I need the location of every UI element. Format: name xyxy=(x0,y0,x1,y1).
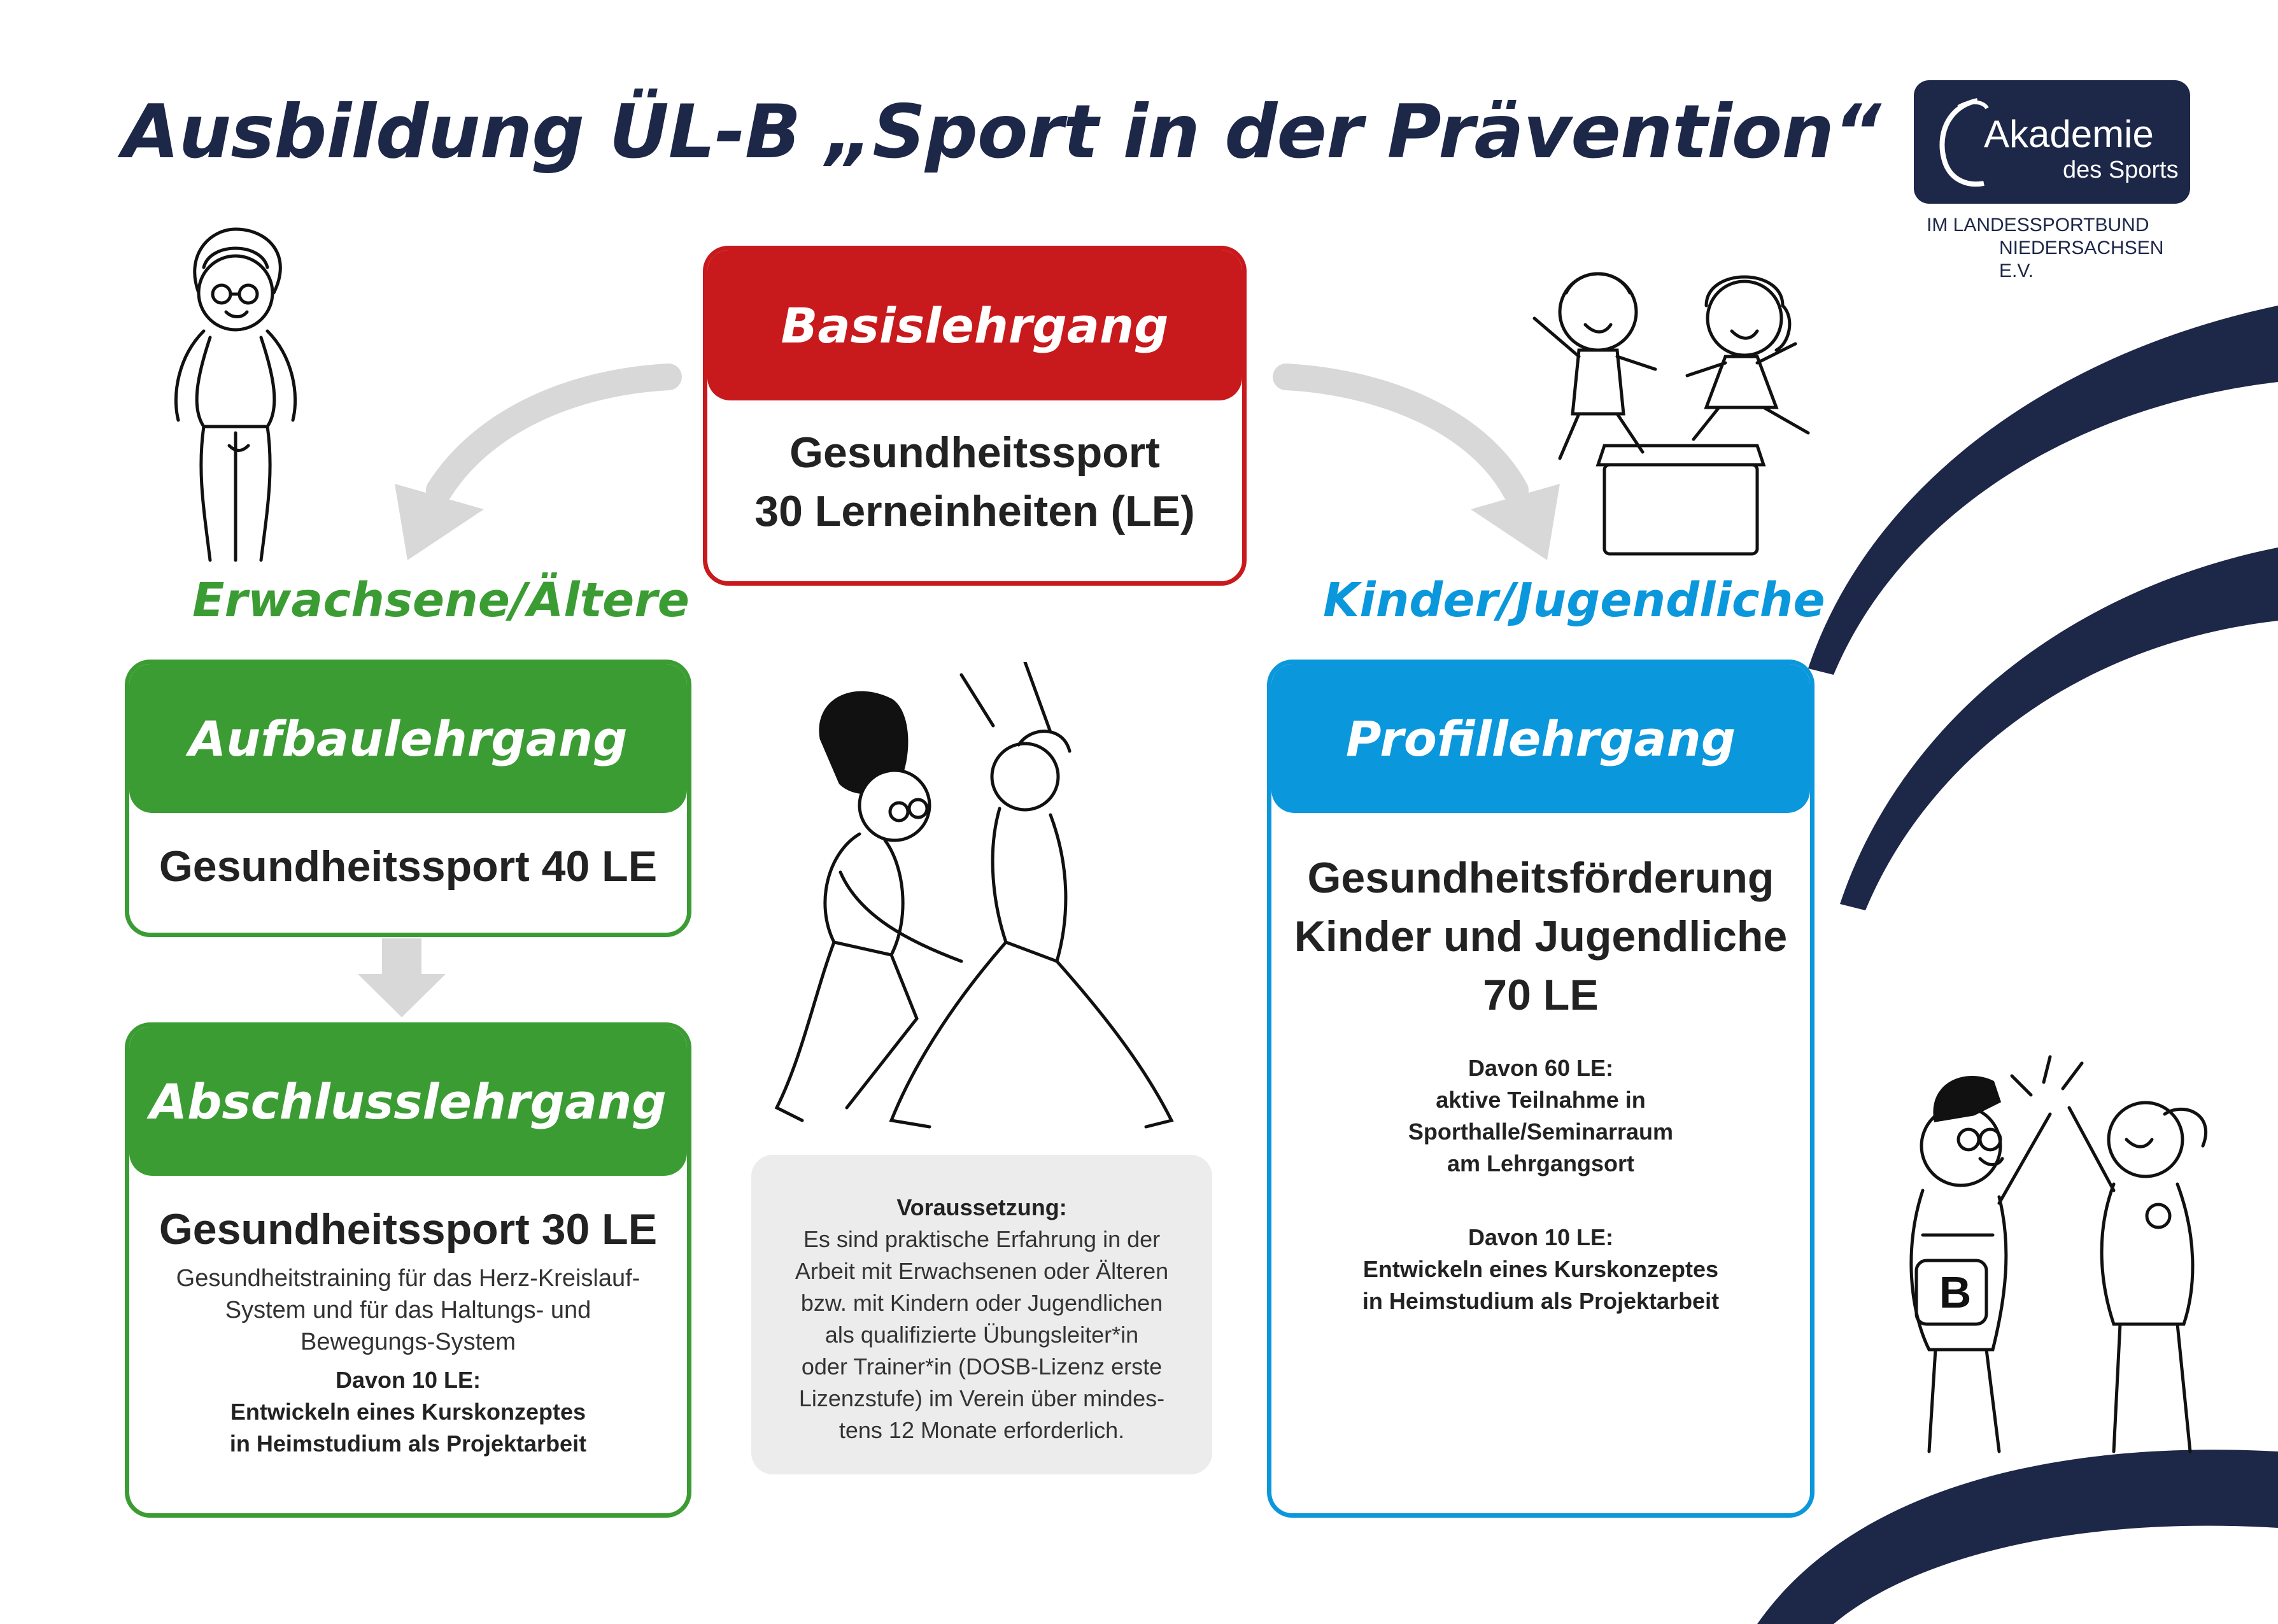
voraussetzung-line: Es sind praktische Erfahrung in der xyxy=(803,1226,1161,1252)
abschluss-head xyxy=(129,1027,687,1176)
profil-box xyxy=(1267,660,1815,1518)
abschluss-davon-line: Entwickeln eines Kurskonzeptes xyxy=(230,1399,586,1425)
stretching-partners-illustration xyxy=(751,662,1235,1146)
kids-jumping-illustration xyxy=(1515,248,1821,567)
profil-a-line: aktive Teilnahme in xyxy=(1436,1087,1646,1113)
voraussetzung-line: Lizenzstufe) im Verein über mindes- xyxy=(798,1385,1165,1411)
profil-line3: 70 LE xyxy=(1483,971,1599,1019)
abschluss-desc-line: Bewegungs-System xyxy=(301,1329,516,1355)
voraussetzung-label: Voraussetzung: xyxy=(896,1194,1067,1220)
basis-line1: Gesundheitssport xyxy=(789,428,1160,477)
voraussetzung-line: als qualifizierte Übungsleiter*in xyxy=(824,1322,1139,1348)
profil-head-label: Profillehrgang xyxy=(1345,710,1736,767)
category-adults: Erwachsene/Ältere xyxy=(192,573,690,628)
page-title: Ausbildung ÜL-B „Sport in der Prävention“ xyxy=(122,89,1881,175)
bag-letter: B xyxy=(1939,1267,1972,1317)
profil-a-line: am Lehrgangsort xyxy=(1447,1150,1635,1176)
basis-head xyxy=(707,250,1242,400)
abschluss-line1: Gesundheitssport 30 LE xyxy=(159,1205,658,1253)
profil-line1: Gesundheitsförderung xyxy=(1307,854,1774,902)
voraussetzung-line: tens 12 Monate erforderlich. xyxy=(838,1417,1125,1443)
category-kids: Kinder/Jugendliche xyxy=(1323,573,1825,628)
basis-box xyxy=(703,246,1247,586)
abschluss-box xyxy=(125,1022,691,1518)
woman-stretching-illustration xyxy=(140,216,331,573)
logo-caption-line: IM LANDESSPORTBUND xyxy=(1927,215,2149,236)
high-five-illustration xyxy=(1885,1044,2241,1464)
aufbau-body xyxy=(129,837,687,896)
profil-a-label: Davon 60 LE: xyxy=(1468,1055,1614,1081)
aufbau-head xyxy=(129,664,687,813)
abschluss-desc-line: System und für das Haltungs- und xyxy=(225,1297,591,1324)
profil-b-line: Entwickeln eines Kurskonzeptes xyxy=(1362,1256,1719,1282)
profil-b-label: Davon 10 LE: xyxy=(1468,1224,1614,1250)
abschluss-body xyxy=(129,1200,687,1460)
logo-main-text: Akademie xyxy=(1984,113,2154,155)
abschluss-davon-label: Davon 10 LE: xyxy=(335,1367,481,1393)
profil-line2: Kinder und Jugendliche xyxy=(1294,912,1788,961)
profil-b-line: in Heimstudium als Projektarbeit xyxy=(1362,1288,1720,1314)
aufbau-line1: Gesundheitssport 40 LE xyxy=(159,842,658,891)
voraussetzung-line: Arbeit mit Erwachsenen oder Älteren xyxy=(795,1258,1169,1284)
voraussetzung-line: oder Trainer*in (DOSB-Lizenz erste xyxy=(801,1353,1163,1380)
voraussetzung-line: bzw. mit Kindern oder Jugendlichen xyxy=(800,1290,1163,1316)
basis-head-label: Basislehrgang xyxy=(781,297,1169,354)
profil-head xyxy=(1271,664,1810,813)
logo-sub-text: des Sports xyxy=(2063,157,2179,183)
abschluss-head-label: Abschlusslehrgang xyxy=(150,1073,667,1130)
aufbau-box xyxy=(125,660,691,937)
profil-a-line: Sporthalle/Seminarraum xyxy=(1408,1119,1674,1145)
aufbau-head-label: Aufbaulehrgang xyxy=(188,710,628,767)
basis-body xyxy=(707,423,1242,540)
profil-body xyxy=(1271,849,1810,1317)
logo-caption-line: NIEDERSACHSEN E.V. xyxy=(1999,237,2164,281)
abschluss-desc-line: Gesundheitstraining für das Herz-Kreislauf- xyxy=(176,1265,640,1292)
voraussetzung-box xyxy=(751,1155,1212,1474)
basis-line2: 30 Lerneinheiten (LE) xyxy=(754,487,1195,535)
abschluss-davon-line: in Heimstudium als Projektarbeit xyxy=(229,1430,587,1457)
